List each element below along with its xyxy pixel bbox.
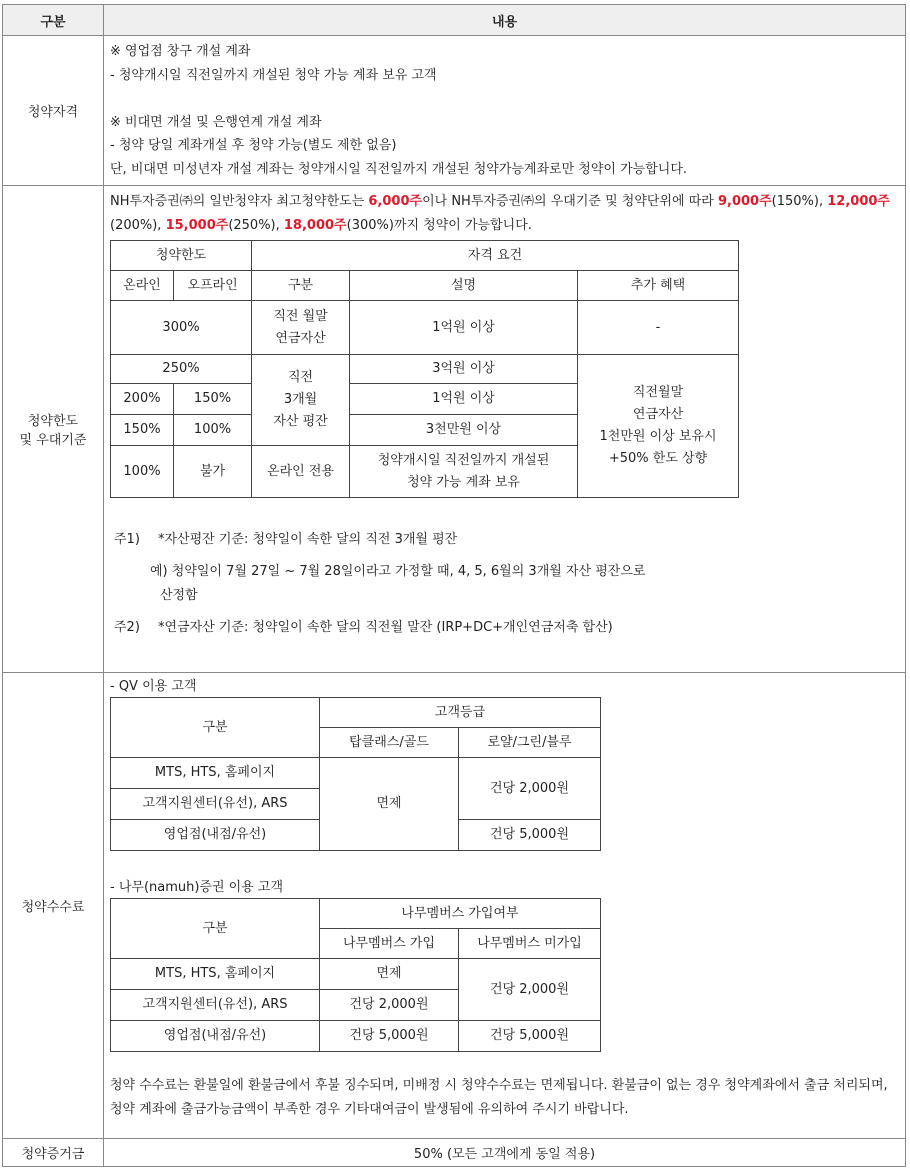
desc-100m-avg: 1억원 이상 [350, 384, 578, 415]
note-1: 주1) *자산평잔 기준: 청약일이 속한 달의 직전 3개월 평잔 [114, 532, 458, 547]
limit-label-line2: 및 우대기준 [19, 433, 87, 448]
namuh-nojoin-2000: 건당 2,000원 [459, 959, 601, 1021]
eligibility-line: 단, 비대면 미성년자 개설 계좌는 청약개시일 직전일까지 개설된 청약가능계좌로만 청약이 가능합니다. [110, 161, 688, 177]
subscription-info-table [2, 4, 906, 1167]
division-avg-balance: 직전 3개월 자산 평잔 [252, 355, 350, 446]
qv-top-header: 탑클래스/골드 [320, 728, 459, 758]
requirement-header: 자격 요건 [252, 241, 739, 271]
namuh-nojoin-5000: 건당 5,000원 [459, 1021, 601, 1052]
eligibility-line: - 청약개시일 직전일까지 개설된 청약 가능 계좌 보유 고객 [110, 67, 437, 83]
namuh-title: - 나무(namuh)증권 이용 고객 [110, 880, 284, 895]
limit-300: 300% [111, 301, 252, 355]
qv-row-call: 고객지원센터(유선), ARS [111, 789, 320, 820]
desc-100m: 1억원 이상 [350, 301, 578, 355]
desc-account: 청약개시일 직전일까지 개설된 청약 가능 계좌 보유 [350, 446, 578, 498]
limit-row [3, 186, 906, 673]
description-header: 설명 [350, 271, 578, 301]
qv-free: 면제 [320, 758, 459, 851]
limit-250: 250% [111, 355, 252, 384]
qv-fee-5000: 건당 5,000원 [459, 820, 601, 851]
qv-title: - QV 이용 고객 [110, 679, 197, 694]
qv-division-header: 구분 [111, 698, 320, 758]
limit-label-line1: 청약한도 [27, 414, 79, 429]
qv-royal-header: 로얄/그린/블루 [459, 728, 601, 758]
header-row [3, 5, 906, 36]
namuh-join-5000: 건당 5,000원 [320, 1021, 459, 1052]
namuh-row-online: MTS, HTS, 홈페이지 [111, 959, 320, 990]
online-150: 150% [111, 415, 174, 446]
note-2: 주2) *연금자산 기준: 청약일이 속한 달의 직전월 말잔 (IRP+DC+개인연금저축 합산) [114, 620, 613, 635]
deposit-value: 50% (모든 고객에게 동일 적용) [104, 1139, 906, 1167]
qv-fee-table [110, 697, 601, 851]
eligibility-label: 청약자격 [3, 36, 104, 186]
qv-row-branch: 영업점(내점/유선) [111, 820, 320, 851]
fee-footer: 청약 수수료는 환불일에 환불금에서 후불 징수되며, 미배정 시 청약수수료는 면제됩니다. 환불금이 없는 경우 청약계좌에서 출금 처리되며, 청약 계좌에 출금가능금액이 부족한 경우 기타대여금이 발생됨에 유의하여 주시기 바랍니다. [110, 1078, 888, 1117]
header-content: 내용 [104, 5, 906, 36]
namuh-member-header: 나무멤버스 가입여부 [320, 899, 601, 929]
desc-300m: 3억원 이상 [350, 355, 578, 384]
qv-row-online: MTS, HTS, 홈페이지 [111, 758, 320, 789]
namuh-division-header: 구분 [111, 899, 320, 959]
offline-150: 150% [174, 384, 252, 415]
eligibility-line: - 청약 당일 계좌개설 후 청약 가능(별도 제한 없음) [110, 138, 397, 153]
namuh-row-call: 고객지원센터(유선), ARS [111, 990, 320, 1021]
fee-content [104, 673, 906, 1139]
offline-none: 불가 [174, 446, 252, 498]
eligibility-line: ※ 비대면 개설 및 은행연계 개설 계좌 [110, 114, 322, 130]
deposit-label: 청약증거금 [3, 1139, 104, 1167]
eligibility-row [3, 36, 906, 186]
limit-intro: NH투자증권㈜의 일반청약자 최고청약한도는 6,000주이나 NH투자증권㈜의 우대기준 및 청약단위에 따라 9,000주(150%), 12,000주(200%), 15,000주(250%), 18,000주(300%)까지 청약이 가능합니다. [110, 194, 890, 233]
limit-content [104, 186, 906, 673]
bonus-none: - [578, 301, 739, 355]
eligibility-content [104, 36, 906, 186]
fee-row [3, 673, 906, 1139]
bonus-header: 추가 혜택 [578, 271, 739, 301]
division-online-only: 온라인 전용 [252, 446, 350, 498]
namuh-join-header: 나무멤버스 가입 [320, 929, 459, 959]
limit-label [3, 186, 104, 673]
eligibility-line: ※ 영업점 창구 개설 계좌 [110, 44, 251, 59]
namuh-free: 면제 [320, 959, 459, 990]
namuh-nojoin-header: 나무멤버스 미가입 [459, 929, 601, 959]
fee-label: 청약수수료 [3, 673, 104, 1139]
desc-30m: 3천만원 이상 [350, 415, 578, 446]
online-100: 100% [111, 446, 174, 498]
division-pension: 직전 월말 연금자산 [252, 301, 350, 355]
offline-100: 100% [174, 415, 252, 446]
header-category: 구분 [3, 5, 104, 36]
limit-table [110, 240, 739, 498]
online-header: 온라인 [111, 271, 174, 301]
namuh-row-branch: 영업점(내점/유선) [111, 1021, 320, 1052]
deposit-row [3, 1139, 906, 1167]
qv-fee-2000: 건당 2,000원 [459, 758, 601, 820]
note-1-example: 예) 청약일이 7월 27일 ~ 7월 28일이라고 가정할 때, 4, 5, 6월의 3개월 자산 평잔으로 산정함 [150, 564, 646, 603]
offline-header: 오프라인 [174, 271, 252, 301]
namuh-fee-table [110, 898, 601, 1052]
namuh-join-2000: 건당 2,000원 [320, 990, 459, 1021]
division-header: 구분 [252, 271, 350, 301]
bonus-pension: 직전월말 연금자산 1천만원 이상 보유시 +50% 한도 상향 [578, 355, 739, 498]
qv-grade-header: 고객등급 [320, 698, 601, 728]
limit-header: 청약한도 [111, 241, 252, 271]
online-200: 200% [111, 384, 174, 415]
